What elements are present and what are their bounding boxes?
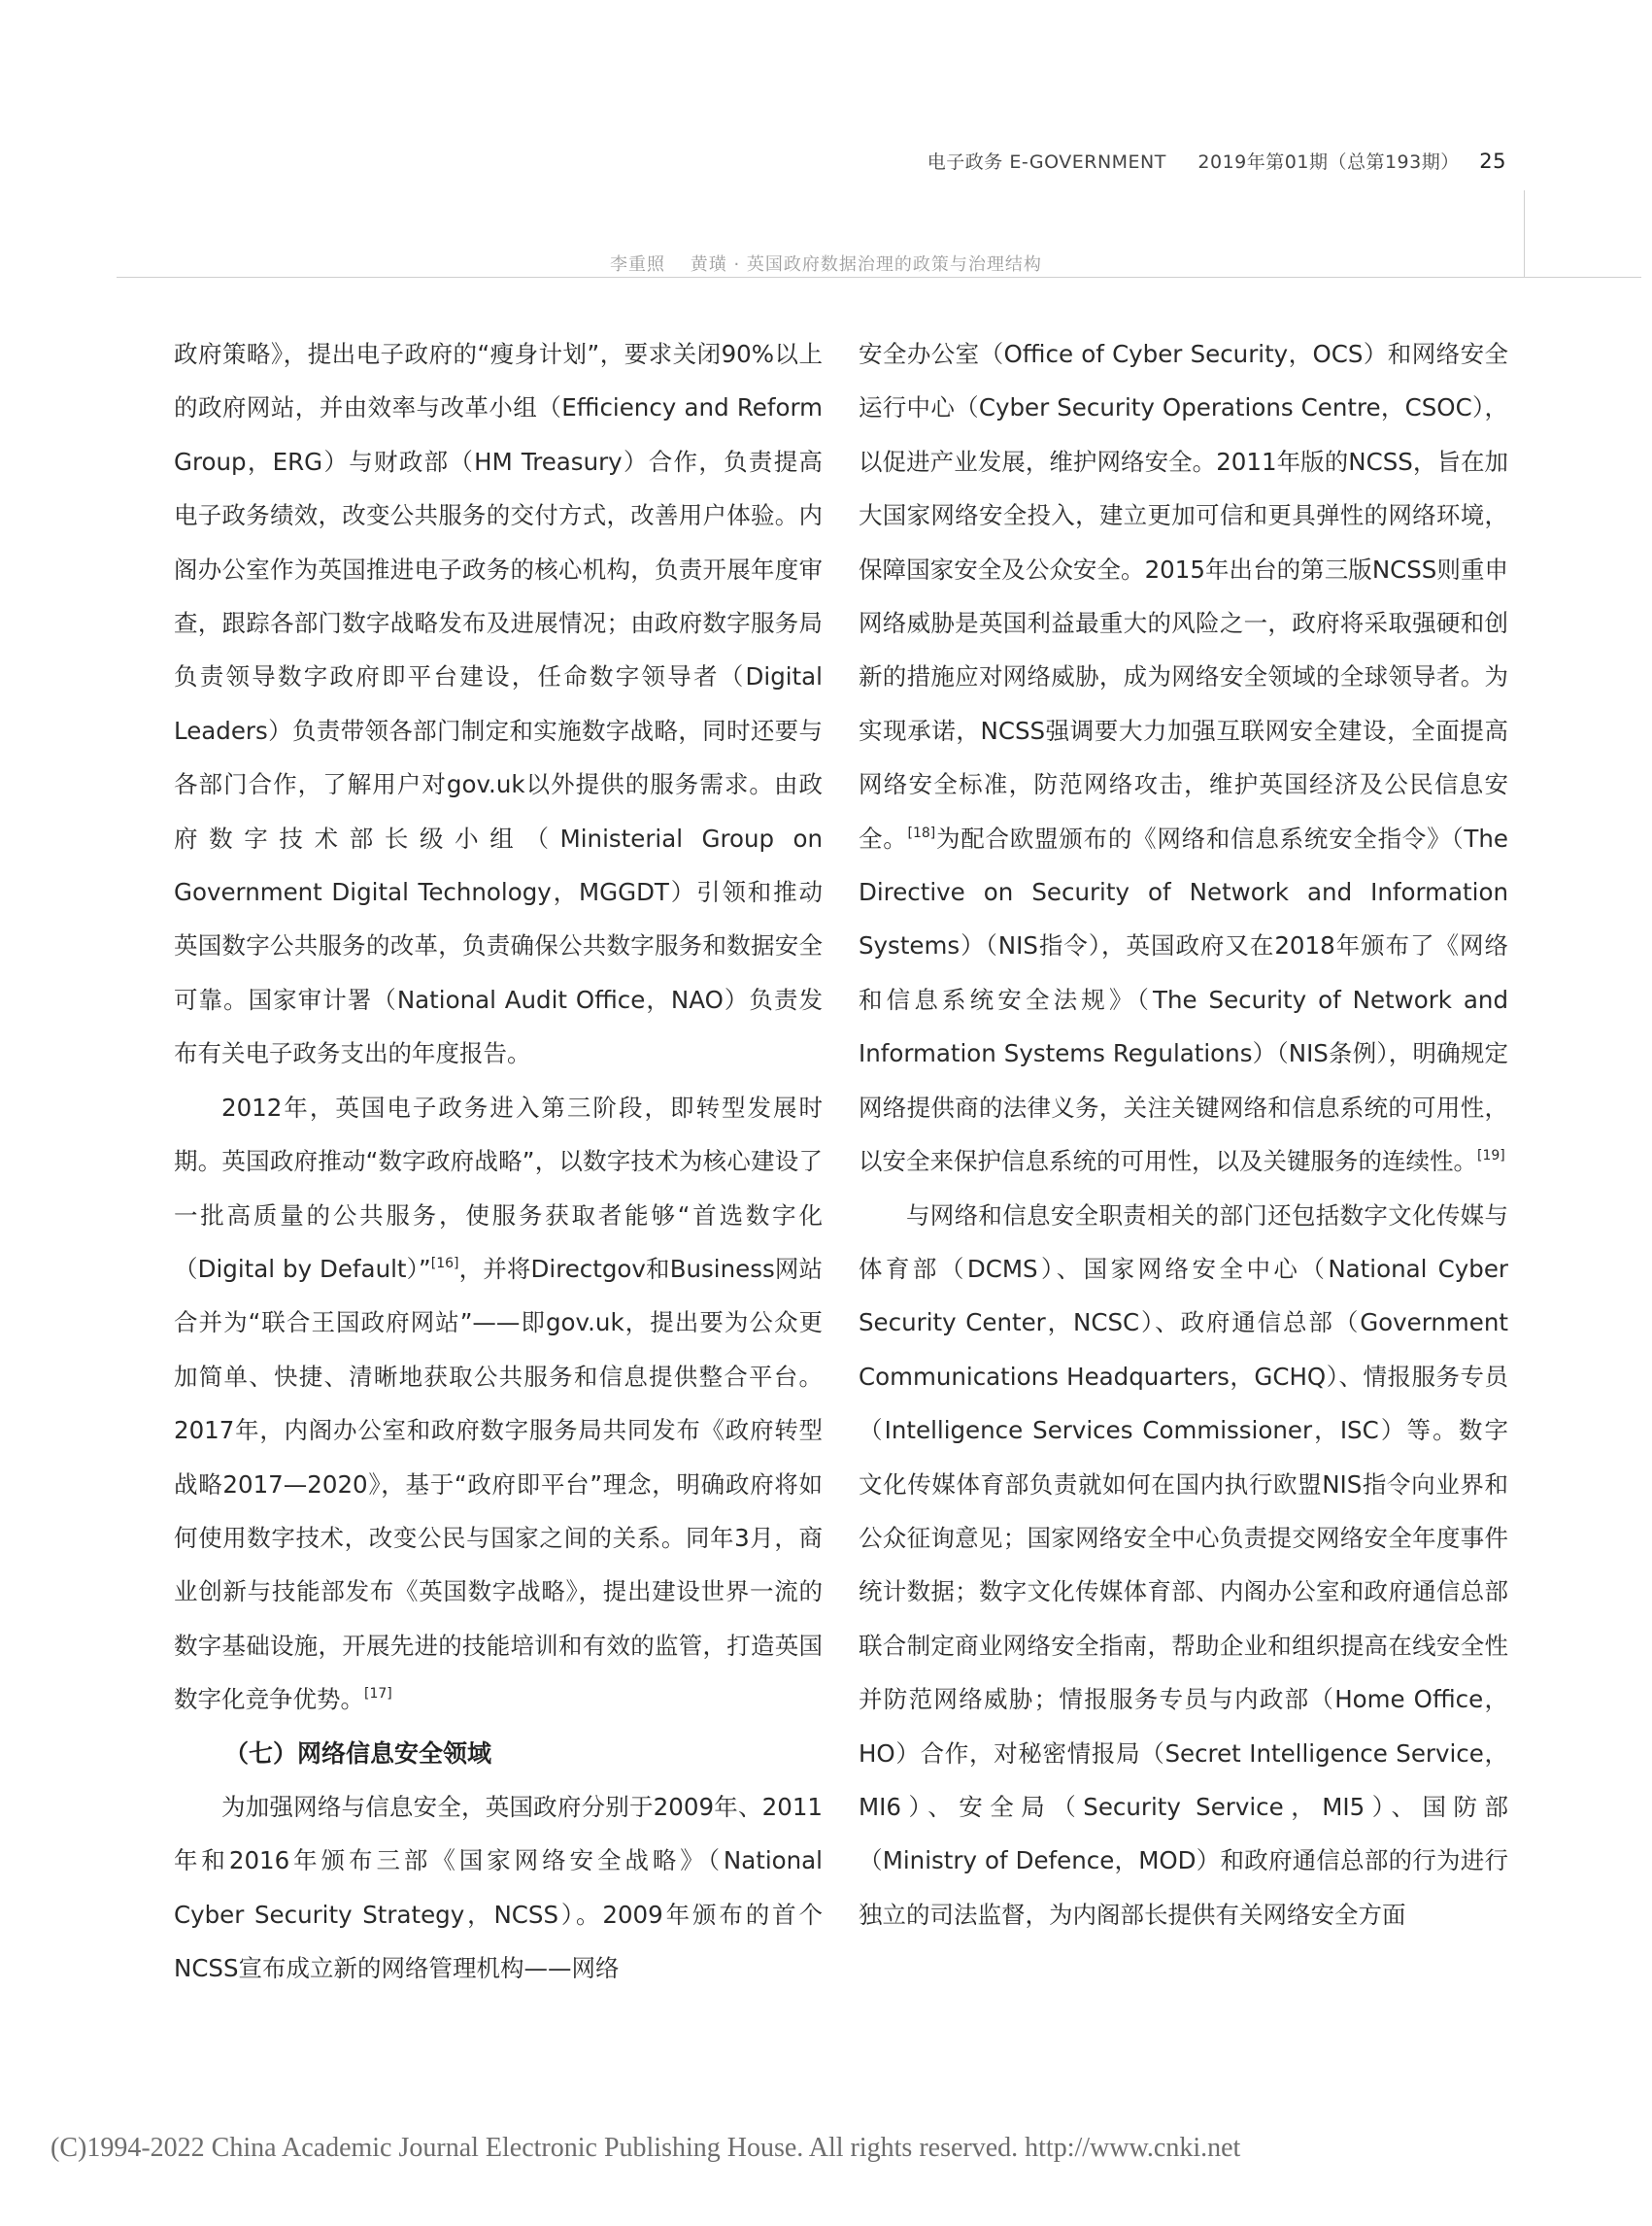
page-number: 25 [1479,150,1506,173]
running-head: 李重照 黄璜 · 英国政府数据治理的政策与治理结构 [610,254,1042,275]
paragraph-text: 安全办公室（Office of Cyber Security，OCS）和网络安全运行中心（Cyber Security Operations Centre，CSOC），以促进产业发展，维护网络安全。2011年版的NCSS，旨在加大国家网络安全投入，建立更加可信和更具弹性的网络环境，保障国家安全及公众安全。2015年出台的第三版NCSS则重申网络威胁是英国利益最重大的风险之一，政府将采取强硬和创新的措施应对网络威胁，成为网络安全领域的全球领导者。为实现承诺，NCSS强调要大力加强互联网安全建设，全面提高网络安全标准，防范网络攻击，维护英国经济及公民信息安全。 [859,340,1508,853]
citation-ref: [17] [364,1686,392,1703]
journal-name: 电子政务 E-GOVERNMENT [927,152,1166,173]
issue-info: 2019年第01期（总第193期） [1197,152,1460,173]
paragraph-text: 为配合欧盟颁布的《网络和信息系统安全指令》（The Directive on Security of Network and Information Systems）（NIS指令），英国政府又在2018年颁布了《网络和信息系统安全法规》（The Security of Network and Information Systems Regulations）（NIS条例），明确规定网络提供商的法律义务，关注关键网络和信息系统的可用性，以安全来保护信息系统的可用性，以及关键服务的连续性。 [859,824,1508,1176]
section-heading: （七）网络信息安全领域 [224,1738,492,1768]
paragraph: 政府策略》，提出电子政府的“瘦身计划”，要求关闭90%以上的政府网站，并由效率与改革小组（Efficiency and Reform Group，ERG）与财政部（HM Treasury）合作，负责提高电子政务绩效，改变公共服务的交付方式，改善用户体验。内阁办公室作为英国推进电子政务的核心机构，负责开展年度审查，跟踪各部门数字战略发布及进展情况；由政府数字服务局负责领导数字政府即平台建设，任命数字领导者（Digital Leaders）负责带领各部门制定和实施数字战略，同时还要与各部门合作，了解用户对gov.uk以外提供的服务需求。由政府数字技术部长级小组（Ministerial Group on Government Digital Technology，MGGDT）引领和推动英国数字公共服务的改革，负责确保公共数字服务和数据安全可靠。国家审计署（National Audit Office，NAO）负责发布有关电子政务支出的年度报告。 [174,340,823,1068]
copyright-footer: (C)1994-2022 China Academic Journal Electronic Publishing House. All rights reserved. http://www.cnki.net [51,2133,1241,2163]
citation-ref: [16] [430,1255,459,1271]
header-divider-horizontal [117,277,1641,278]
citation-ref: [19] [1477,1148,1505,1164]
paragraph [859,327,1508,1189]
paragraph-text: 2012年，英国电子政务进入第三阶段，即转型发展时期。英国政府推动“数字政府战略”，以数字技术为核心建设了一批高质量的公共服务，使服务获取者能够“首选数字化（Digital by Default）” [174,1093,823,1283]
paragraph-text: ，并将Directgov和Business网站合并为“联合王国政府网站”——即gov.uk，提出要为公众更加简单、快捷、清晰地获取公共服务和信息提供整合平台。2017年，内阁办公室和政府数字服务局共同发布《政府转型战略2017—2020》，基于“政府即平台”理念，明确政府将如何使用数字技术，改变公民与国家之间的关系。同年3月，商业创新与技能部发布《英国数字战略》，提出建设世界一流的数字基础设施，开展先进的技能培训和有效的监管，打造英国数字化竞争优势。 [174,1254,824,1714]
paragraph: 为加强网络与信息安全，英国政府分别于2009年、2011年和2016年颁布三部《国家网络安全战略》（National Cyber Security Strategy，NCSS）。2009年颁布的首个NCSS宣布成立新的网络管理机构——网络 [174,1792,823,1983]
paragraph: 与网络和信息安全职责相关的部门还包括数字文化传媒与体育部（DCMS）、国家网络安全中心（National Cyber Security Center，NCSC）、政府通信总部（Government Communications Headquarters，GCHQ）、情报服务专员（Intelligence Services Commissioner，ISC）等。数字文化传媒体育部负责就如何在国内执行欧盟NIS指令向业界和公众征询意见；国家网络安全中心负责提交网络安全年度事件统计数据；数字文化传媒体育部、内阁办公室和政府通信总部联合制定商业网络安全指南，帮助企业和组织提高在线安全性并防范网络威胁；情报服务专员与内政部（Home Office，HO）合作，对秘密情报局（Secret Intelligence Service，MI6）、安全局（Security Service，MI5）、国防部（Ministry of Defence，MOD）和政府通信总部的行为进行独立的司法监督，为内阁部长提供有关网络安全方面 [859,1200,1508,1929]
right-column [859,327,1508,1941]
paragraph [174,1081,823,1727]
citation-ref: [18] [907,825,936,841]
journal-header [927,148,1506,174]
left-column [174,327,823,1996]
